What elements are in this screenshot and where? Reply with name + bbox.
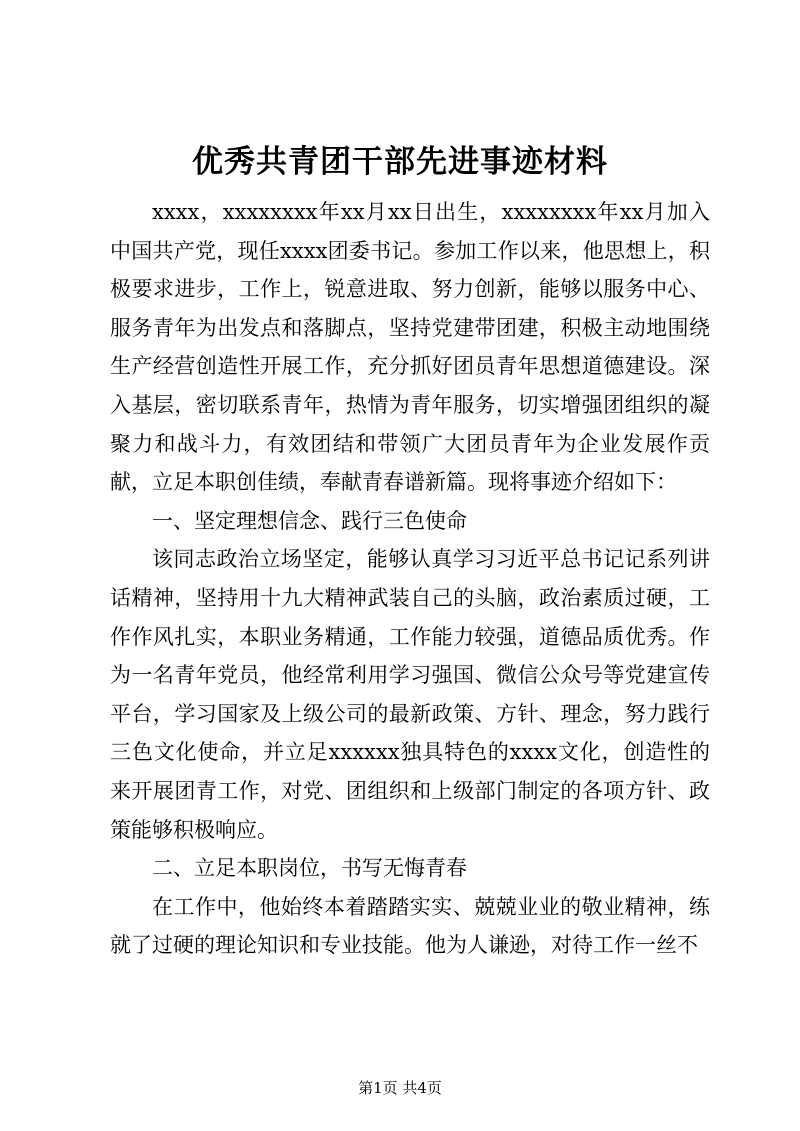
paragraph-section-1: 该同志政治立场坚定，能够认真学习习近平总书记记系列讲话精神，坚持用十九大精神武装自己的头脑，政治素质过硬，工作作风扎实，本职业务精通，工作能力较强，道德品质优秀。作为一名青年党员，他经常利用学习强国、微信公众号等党建宣传平台，学习国家及上级公司的最新政策、方针、理念，努力践行三色文化使命，并立足xxxxxx独具特色的xxxx文化，创造性的来开展团青工作，对党、团组织和上级部门制定的各项方针、政策能够积极响应。	[110, 547, 710, 842]
document-title: 优秀共青团干部先进事迹材料	[192, 144, 608, 180]
paragraph-section-2: 在工作中，他始终本着踏踏实实、兢兢业业的敬业精神，练就了过硬的理论知识和专业技能。他为人谦逊，对待工作一丝不	[110, 894, 710, 958]
section-heading-1: 一、坚定理想信念、践行三色使命	[152, 508, 467, 533]
page-number-footer: 第1页 共4页	[358, 1079, 442, 1097]
section-heading-2: 二、立足本职岗位，书写无悔青春	[152, 856, 467, 881]
document-body	[110, 193, 710, 965]
paragraph-intro: xxxx，xxxxxxxx年xx月xx日出生，xxxxxxxx年xx月加入中国共产党，现任xxxx团委书记。参加工作以来，他思想上，积极要求进步，工作上，锐意进取、努力创新，能够以服务中心、服务青年为出发点和落脚点，坚持党建带团建，积极主动地围绕生产经营创造性开展工作，充分抓好团员青年思想道德建设。深入基层，密切联系青年，热情为青年服务，切实增强团组织的凝聚力和战斗力，有效团结和带领广大团员青年为企业发展作贡献，立足本职创佳绩，奉献青春谱新篇。现将事迹介绍如下：	[110, 200, 710, 495]
